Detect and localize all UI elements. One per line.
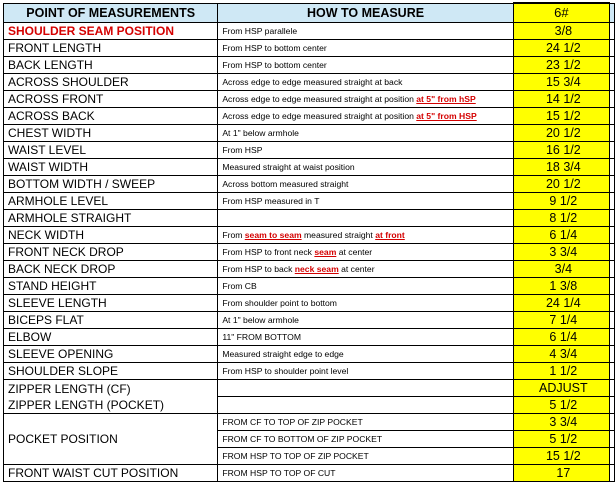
measurement-value: 3/8 [513, 23, 609, 40]
instruction-text: From HSP [222, 145, 263, 155]
table-row [4, 312, 615, 329]
measurement-value: 6 1/4 [513, 329, 609, 346]
measurement-value: 7 1/4 [513, 312, 609, 329]
measurement-point: FRONT NECK DROP [4, 244, 218, 261]
measurement-point: BICEPS FLAT [4, 312, 218, 329]
measurement-point: BOTTOM WIDTH / SWEEP [4, 176, 218, 193]
how-to-measure [218, 346, 513, 363]
measurement-value: 20 1/2 [513, 125, 609, 142]
measurement-point: BACK NECK DROP [4, 261, 218, 278]
how-to-measure [218, 210, 513, 227]
table-row [4, 465, 615, 482]
header-size: 6# [513, 3, 609, 23]
how-to-measure [218, 57, 513, 74]
table-row [4, 193, 615, 210]
measurement-value: 14 1/2 [513, 91, 609, 108]
how-to-measure [218, 40, 513, 57]
instruction-text: Measured straight edge to edge [222, 349, 344, 359]
measurement-value: 3/4 [513, 261, 609, 278]
table-row [4, 91, 615, 108]
measurement-value: 23 1/2 [513, 57, 609, 74]
measurement-value: ADJUST [513, 380, 609, 397]
how-to-measure: FROM CF TO BOTTOM OF ZIP POCKET [218, 431, 513, 448]
measurement-point: NECK WIDTH [4, 227, 218, 244]
how-to-measure: FROM CF TO TOP OF ZIP POCKET [218, 414, 513, 431]
instruction-text: at center [338, 264, 375, 274]
how-to-measure [218, 91, 513, 108]
instruction-text: From CB [222, 281, 257, 291]
how-to-measure [218, 108, 513, 125]
table-row [4, 244, 615, 261]
measurement-value: 18 3/4 [513, 159, 609, 176]
instruction-text: From HSP to front neck [222, 247, 315, 257]
measurement-value: 16 1/2 [513, 142, 609, 159]
highlight-text: at front [375, 230, 405, 240]
instruction-text: At 1" below armhole [222, 315, 299, 325]
instruction-text: From HSP to back [222, 264, 295, 274]
how-to-measure [218, 380, 513, 397]
measurement-point: ARMHOLE STRAIGHT [4, 210, 218, 227]
measurement-value: 1 3/8 [513, 278, 609, 295]
how-to-measure [218, 363, 513, 380]
measurement-table [3, 2, 615, 482]
table-row [4, 74, 615, 91]
measurement-point: SHOULDER SLOPE [4, 363, 218, 380]
how-to-measure [218, 159, 513, 176]
table-row [4, 142, 615, 159]
how-to-measure [218, 329, 513, 346]
how-to-measure [218, 23, 513, 40]
measurement-value: 3 3/4 [513, 414, 609, 431]
measurement-point: STAND HEIGHT [4, 278, 218, 295]
how-to-measure [218, 244, 513, 261]
measurement-point: ARMHOLE LEVEL [4, 193, 218, 210]
measurement-value: 24 1/2 [513, 40, 609, 57]
highlight-text: at 5" from HSP [416, 111, 477, 121]
measurement-point: FRONT LENGTH [4, 40, 218, 57]
table-row [4, 227, 615, 244]
zipper-cf-label: ZIPPER LENGTH (CF) [8, 381, 131, 396]
how-to-measure [218, 193, 513, 210]
measurement-value: 1 1/2 [513, 363, 609, 380]
instruction-text: From HSP to bottom center [222, 60, 327, 70]
instruction-text: 11" FROM BOTTOM [222, 332, 301, 342]
table-row [4, 295, 615, 312]
measurement-value: 15 1/2 [513, 448, 609, 465]
measurement-value: 9 1/2 [513, 193, 609, 210]
instruction-text: Across edge to edge measured straight at position [222, 94, 417, 104]
table-row [4, 329, 615, 346]
highlight-text: neck seam [294, 264, 339, 274]
measurement-point: WAIST LEVEL [4, 142, 218, 159]
table-row [4, 57, 615, 74]
measurement-point: WAIST WIDTH [4, 159, 218, 176]
measurement-value: 4 3/4 [513, 346, 609, 363]
how-to-measure [218, 125, 513, 142]
header-point: POINT OF MEASUREMENTS [4, 3, 218, 23]
measurement-value: 6 1/4 [513, 227, 609, 244]
instruction-text: Across edge to edge measured straight at back [222, 77, 403, 87]
instruction-text: From HSP measured in T [222, 196, 320, 206]
table-row [4, 125, 615, 142]
measurement-point-pocket: POCKET POSITION [4, 414, 218, 465]
header-row [4, 3, 615, 23]
table-row [4, 40, 615, 57]
measurement-point: FRONT WAIST CUT POSITION [4, 465, 218, 482]
how-to-measure: FROM HSP TO TOP OF ZIP POCKET [218, 448, 513, 465]
table-row [4, 261, 615, 278]
highlight-text: at 5" from hSP [416, 94, 476, 104]
instruction-text: From shoulder point to bottom [222, 298, 337, 308]
measurement-point: ACROSS SHOULDER [4, 74, 218, 91]
instruction-text: Across bottom measured straight [222, 179, 349, 189]
measurement-value: 20 1/2 [513, 176, 609, 193]
measurement-point: SLEEVE OPENING [4, 346, 218, 363]
measurement-point: ACROSS BACK [4, 108, 218, 125]
measurement-point: SHOULDER SEAM POSITION [4, 23, 218, 40]
table-row [4, 414, 615, 431]
table-row [4, 380, 615, 397]
how-to-measure [218, 295, 513, 312]
measurement-point-zipper [4, 380, 218, 414]
header-how: HOW TO MEASURE [218, 3, 513, 23]
highlight-text: seam to seam [244, 230, 302, 240]
instruction-text: Measured straight at waist position [222, 162, 355, 172]
measurement-point: BACK LENGTH [4, 57, 218, 74]
measurement-value: 24 1/4 [513, 295, 609, 312]
measurement-point: ELBOW [4, 329, 218, 346]
instruction-text: measured straight [301, 230, 376, 240]
table-row [4, 363, 615, 380]
measurement-value: 5 1/2 [513, 431, 609, 448]
how-to-measure [218, 312, 513, 329]
table-row [4, 176, 615, 193]
highlight-text: seam [314, 247, 337, 257]
table-row [4, 346, 615, 363]
table-row [4, 108, 615, 125]
how-to-measure [218, 142, 513, 159]
how-to-measure [218, 74, 513, 91]
how-to-measure [218, 176, 513, 193]
table-row [4, 210, 615, 227]
measurement-value: 8 1/2 [513, 210, 609, 227]
how-to-measure [218, 261, 513, 278]
how-to-measure [218, 227, 513, 244]
measurement-value: 15 3/4 [513, 74, 609, 91]
measurement-value: 3 3/4 [513, 244, 609, 261]
table-row [4, 23, 615, 40]
measurement-value: 17 [513, 465, 609, 482]
how-to-measure [218, 278, 513, 295]
how-to-measure [218, 397, 513, 414]
zipper-pocket-label: ZIPPER LENGTH (POCKET) [8, 397, 165, 412]
instruction-text: From HSP to bottom center [222, 43, 327, 53]
instruction-text: From [222, 230, 245, 240]
measurement-point: CHEST WIDTH [4, 125, 218, 142]
measurement-value: 15 1/2 [513, 108, 609, 125]
how-to-measure: FROM HSP TO TOP OF CUT [218, 465, 513, 482]
instruction-text: At 1" below armhole [222, 128, 299, 138]
instruction-text: From HSP to shoulder point level [222, 366, 349, 376]
instruction-text: at center [336, 247, 373, 257]
measurement-point: SLEEVE LENGTH [4, 295, 218, 312]
table-row [4, 278, 615, 295]
measurement-value: 5 1/2 [513, 397, 609, 414]
instruction-text: Across edge to edge measured straight at position [222, 111, 417, 121]
instruction-text: From HSP parallele [222, 26, 298, 36]
table-row [4, 159, 615, 176]
measurement-point: ACROSS FRONT [4, 91, 218, 108]
